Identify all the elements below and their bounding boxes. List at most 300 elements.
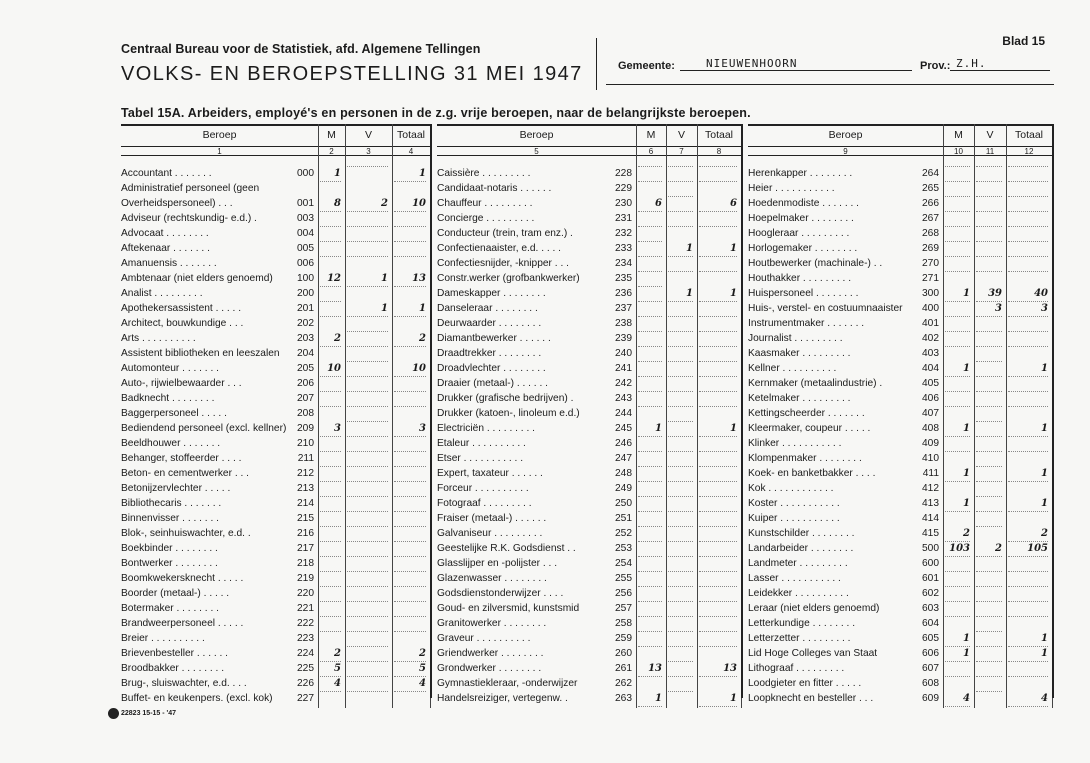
male-count	[945, 301, 970, 302]
occupation-code: 005	[297, 243, 314, 254]
table-row	[121, 331, 430, 346]
total-count: 2	[1008, 526, 1048, 542]
male-count	[638, 541, 662, 542]
female-count: 1	[347, 301, 388, 317]
male-count: 103	[945, 541, 970, 557]
total-count	[394, 256, 426, 257]
table-top-rule	[437, 124, 741, 126]
table-row	[437, 301, 741, 316]
table-row	[748, 286, 1052, 301]
female-count	[668, 676, 693, 677]
occupation-code: 237	[615, 303, 632, 314]
occupation-name: Arts . . . . . . . . . .	[121, 333, 196, 344]
total-count	[394, 526, 426, 527]
total-count	[394, 346, 426, 347]
male-count	[320, 346, 341, 347]
total-count	[699, 436, 737, 437]
occupation-name: Lasser . . . . . . . . . . .	[748, 573, 841, 584]
male-count	[638, 301, 662, 302]
total-count	[394, 556, 426, 557]
occupation-code: 251	[615, 513, 632, 524]
occupation-code: 226	[297, 678, 314, 689]
total-count	[1008, 256, 1048, 257]
table-row	[121, 166, 430, 181]
column-number: 9	[843, 147, 848, 156]
occupation-name: Draadtrekker . . . . . . . .	[437, 348, 542, 359]
female-count	[668, 331, 693, 332]
female-count	[668, 166, 693, 167]
block-divider	[1052, 124, 1054, 698]
total-count	[1008, 451, 1048, 452]
occupation-code: 203	[297, 333, 314, 344]
male-count	[945, 451, 970, 452]
occupation-code: 605	[922, 633, 939, 644]
occupation-name: Draaier (metaal-) . . . . . .	[437, 378, 548, 389]
total-count	[1008, 661, 1048, 662]
female-count	[976, 196, 1002, 197]
male-count: 1	[945, 646, 970, 662]
occupation-name: Buffet- en keukenpers. (excl. kok)	[121, 693, 273, 704]
male-count	[320, 496, 341, 497]
occupation-name: Droadvlechter . . . . . . . .	[437, 363, 546, 374]
total-count	[394, 376, 426, 377]
total-count	[1008, 406, 1048, 407]
occupation-code: 208	[297, 408, 314, 419]
occupation-name: Boomkwekersknecht . . . . .	[121, 573, 244, 584]
column-number: 8	[716, 147, 722, 156]
male-count: 6	[638, 196, 662, 212]
total-count	[1008, 181, 1048, 182]
column-number: 3	[366, 147, 371, 156]
total-count	[1008, 511, 1048, 512]
occupation-code: 204	[297, 348, 314, 359]
occupation-name: Dameskapper . . . . . . . .	[437, 288, 546, 299]
table-row	[121, 286, 430, 301]
occupation-code: 269	[922, 243, 939, 254]
table-row	[121, 616, 430, 631]
occupation-code: 227	[297, 693, 314, 704]
total-count	[394, 481, 426, 482]
table-row	[437, 346, 741, 361]
occupation-name: Assistent bibliotheken en leeszalen	[121, 348, 280, 359]
occupation-name: Adviseur (rechtskundig- e.d.) .	[121, 213, 257, 224]
occupation-name: Huispersoneel . . . . . . . .	[748, 288, 859, 299]
female-count	[976, 526, 1002, 527]
table-row	[748, 361, 1052, 376]
table-row	[437, 421, 741, 436]
female-count: 2	[976, 541, 1002, 557]
survey-title: VOLKS- EN BEROEPSTELLING 31 MEI 1947	[121, 63, 583, 85]
female-count	[668, 556, 693, 557]
male-count	[638, 241, 662, 242]
female-count	[668, 466, 693, 467]
male-count	[320, 631, 341, 632]
female-count	[347, 526, 388, 527]
table-row	[748, 301, 1052, 316]
total-count	[394, 541, 426, 542]
female-count	[347, 496, 388, 497]
total-count	[1008, 391, 1048, 392]
table-row	[437, 331, 741, 346]
column-number: 7	[679, 147, 684, 156]
male-count	[320, 481, 341, 482]
occupation-name: Bontwerker . . . . . . . .	[121, 558, 218, 569]
table-row	[748, 691, 1052, 706]
total-count: 1	[1008, 496, 1048, 512]
total-count	[1008, 346, 1048, 347]
sheet-number: Blad 15	[1002, 34, 1045, 48]
male-count	[945, 601, 970, 602]
total-count: 10	[394, 196, 426, 212]
female-count	[976, 346, 1002, 347]
occupation-name: Betonijzervlechter . . . . .	[121, 483, 231, 494]
female-count	[347, 361, 388, 362]
occupation-code: 270	[922, 258, 939, 269]
table-row	[748, 406, 1052, 421]
column-header-occupation: Beroep	[519, 129, 554, 141]
female-count	[347, 391, 388, 392]
female-count	[668, 226, 693, 227]
male-count	[320, 376, 341, 377]
female-count	[976, 376, 1002, 377]
occupation-name: Badknecht . . . . . . . .	[121, 393, 215, 404]
female-count	[976, 586, 1002, 587]
occupation-name: Glasslijper en -polijster . . .	[437, 558, 558, 569]
occupation-code: 405	[922, 378, 939, 389]
female-count	[976, 601, 1002, 602]
male-count	[320, 451, 341, 452]
occupation-name: Aftekenaar . . . . . . .	[121, 243, 210, 254]
column-header-male: M	[327, 129, 336, 141]
male-count	[945, 511, 970, 512]
male-count	[320, 436, 341, 437]
occupation-name: Danseleraar . . . . . . . .	[437, 303, 538, 314]
occupation-code: 221	[297, 603, 314, 614]
total-count	[699, 556, 737, 557]
female-count	[347, 331, 388, 332]
male-count	[320, 316, 341, 317]
occupation-name: Automonteur . . . . . . .	[121, 363, 219, 374]
occupation-code: 607	[922, 663, 939, 674]
occupation-code: 241	[615, 363, 632, 374]
occupation-code: 201	[297, 303, 314, 314]
male-count	[638, 346, 662, 347]
total-count	[1008, 166, 1048, 167]
female-count	[976, 646, 1002, 647]
male-count: 1	[945, 361, 970, 377]
total-count	[1008, 196, 1048, 197]
male-count: 1	[320, 166, 341, 182]
female-count	[668, 661, 693, 662]
occupation-code: 600	[922, 558, 939, 569]
occupation-name: Letterzetter . . . . . . . . .	[748, 633, 851, 644]
total-count: 1	[394, 166, 426, 182]
male-count	[638, 616, 662, 617]
table-row	[437, 511, 741, 526]
occupation-code: 248	[615, 468, 632, 479]
table-row	[121, 361, 430, 376]
male-count	[638, 331, 662, 332]
total-count	[1008, 241, 1048, 242]
table-row	[437, 451, 741, 466]
male-count	[945, 676, 970, 677]
total-count: 1	[1008, 631, 1048, 647]
table-row	[437, 256, 741, 271]
column-header-total: Totaal	[396, 129, 426, 141]
total-count	[394, 466, 426, 467]
occupation-name: Griendwerker . . . . . . . .	[437, 648, 544, 659]
total-count	[699, 481, 737, 482]
occupation-code: 207	[297, 393, 314, 404]
occupation-name: Klompenmaker . . . . . . . .	[748, 453, 862, 464]
occupation-name: Etaleur . . . . . . . . . .	[437, 438, 526, 449]
occupation-code: 209	[297, 423, 314, 434]
male-count	[945, 436, 970, 437]
table-row	[121, 541, 430, 556]
total-count: 4	[394, 676, 426, 692]
table-row	[121, 421, 430, 436]
occupation-code: 409	[922, 438, 939, 449]
occupation-code: 609	[922, 693, 939, 704]
occupation-code: 411	[922, 468, 939, 479]
occupation-name: Breier . . . . . . . . . .	[121, 633, 205, 644]
table-row	[437, 466, 741, 481]
table-row	[121, 496, 430, 511]
table-row	[121, 451, 430, 466]
occupation-code: 602	[922, 588, 939, 599]
total-count	[394, 571, 426, 572]
table-title: Tabel 15A. Arbeiders, employé's en personen in de z.g. vrije beroepen, naar de belangrijkste beroepen.	[121, 106, 751, 120]
male-count: 4	[945, 691, 970, 707]
female-count: 1	[347, 271, 388, 287]
male-count	[638, 466, 662, 467]
occupation-name: Brug-, sluiswachter, e.d. . . .	[121, 678, 247, 689]
total-count: 1	[699, 241, 737, 257]
female-count	[668, 616, 693, 617]
total-count: 1	[1008, 646, 1048, 662]
occupation-code: 603	[922, 603, 939, 614]
female-count	[668, 181, 693, 182]
table-row	[121, 436, 430, 451]
female-count	[668, 526, 693, 527]
occupation-name: Loopknecht en besteller . . .	[748, 693, 874, 704]
province-label: Prov.:	[920, 60, 951, 72]
column-number: 5	[534, 147, 539, 156]
total-count: 1	[699, 286, 737, 302]
male-count	[638, 451, 662, 452]
male-count	[638, 601, 662, 602]
occupation-code: 229	[615, 183, 632, 194]
male-count: 1	[945, 496, 970, 512]
male-count	[945, 181, 970, 182]
male-count	[945, 661, 970, 662]
table-row	[437, 436, 741, 451]
occupation-name: Beton- en cementwerker . . .	[121, 468, 249, 479]
column-header-male: M	[954, 129, 963, 141]
male-count: 2	[320, 646, 341, 662]
table-row	[437, 181, 741, 196]
male-count	[638, 481, 662, 482]
table-row	[121, 586, 430, 601]
table-row	[748, 571, 1052, 586]
occupation-name: Boorder (metaal-) . . . . .	[121, 588, 230, 599]
table-row	[121, 691, 430, 706]
occupation-code: 225	[297, 663, 314, 674]
total-count	[1008, 571, 1048, 572]
block-divider	[430, 124, 432, 698]
male-count: 2	[320, 331, 341, 347]
table-row	[748, 616, 1052, 631]
table-row	[748, 256, 1052, 271]
total-count	[699, 211, 737, 212]
male-count	[638, 361, 662, 362]
table-top-rule	[121, 124, 430, 126]
table-row	[748, 601, 1052, 616]
table-row	[437, 586, 741, 601]
occupation-code: 500	[922, 543, 939, 554]
occupation-code: 608	[922, 678, 939, 689]
male-count	[945, 271, 970, 272]
occupation-code: 264	[922, 168, 939, 179]
male-count: 1	[945, 286, 970, 302]
female-count	[668, 196, 693, 197]
female-count	[347, 376, 388, 377]
total-count	[699, 316, 737, 317]
occupation-code: 223	[297, 633, 314, 644]
total-count: 3	[394, 421, 426, 437]
male-count: 2	[945, 526, 970, 542]
female-count	[976, 241, 1002, 242]
male-count: 1	[945, 466, 970, 482]
occupation-name: Binnenvisser . . . . . . .	[121, 513, 219, 524]
table-row	[437, 556, 741, 571]
male-count: 3	[320, 421, 341, 437]
total-count	[699, 181, 737, 182]
table-row	[748, 661, 1052, 676]
female-count	[976, 316, 1002, 317]
occupation-code: 261	[615, 663, 632, 674]
female-count	[976, 331, 1002, 332]
total-count: 6	[699, 196, 737, 212]
total-count	[699, 256, 737, 257]
table-row	[437, 496, 741, 511]
occupation-code: 219	[297, 573, 314, 584]
occupation-name: Diamantbewerker . . . . . .	[437, 333, 551, 344]
table-row	[121, 676, 430, 691]
male-count	[945, 346, 970, 347]
occupation-code: 606	[922, 648, 939, 659]
male-count	[638, 586, 662, 587]
occupation-name: Boekbinder . . . . . . . .	[121, 543, 218, 554]
occupation-name: Kellner . . . . . . . . . .	[748, 363, 837, 374]
total-count: 3	[1008, 301, 1048, 317]
female-count	[347, 466, 388, 467]
total-count: 2	[394, 646, 426, 662]
female-count	[976, 676, 1002, 677]
total-count	[394, 211, 426, 212]
occupation-code: 000	[297, 168, 314, 179]
occupation-code: 232	[615, 228, 632, 239]
occupation-name: Accountant . . . . . . .	[121, 168, 212, 179]
table-row	[437, 601, 741, 616]
occupation-name: Journalist . . . . . . . . .	[748, 333, 843, 344]
female-count	[668, 541, 693, 542]
occupation-code: 255	[615, 573, 632, 584]
total-count	[1008, 376, 1048, 377]
male-count	[638, 166, 662, 167]
male-count	[638, 256, 662, 257]
table-row	[437, 241, 741, 256]
male-count	[638, 211, 662, 212]
female-count	[347, 346, 388, 347]
female-count	[668, 451, 693, 452]
female-count	[668, 361, 693, 362]
column-header-occupation: Beroep	[202, 129, 237, 141]
table-row	[437, 616, 741, 631]
table-row	[121, 511, 430, 526]
occupation-name: Leidekker . . . . . . . . . .	[748, 588, 849, 599]
male-count	[638, 316, 662, 317]
occupation-code: 003	[297, 213, 314, 224]
table-row	[121, 556, 430, 571]
male-count	[638, 676, 662, 677]
total-count	[699, 646, 737, 647]
occupation-name: Hoogleraar . . . . . . . . .	[748, 228, 850, 239]
female-count	[976, 451, 1002, 452]
table-row	[437, 646, 741, 661]
total-count: 13	[699, 661, 737, 677]
occupation-code: 249	[615, 483, 632, 494]
total-count	[1008, 601, 1048, 602]
occupation-name: Graveur . . . . . . . . . .	[437, 633, 531, 644]
total-count	[1008, 226, 1048, 227]
male-count	[945, 571, 970, 572]
table-row	[748, 541, 1052, 556]
total-count	[394, 391, 426, 392]
occupation-code: 300	[922, 288, 939, 299]
female-count	[347, 676, 388, 677]
occupation-name: Overheidspersoneel) . . .	[121, 198, 233, 209]
total-count	[699, 586, 737, 587]
male-count	[320, 301, 341, 302]
column-number: 2	[329, 147, 334, 156]
female-count	[347, 256, 388, 257]
male-count	[638, 181, 662, 182]
total-count	[394, 286, 426, 287]
table-row	[437, 226, 741, 241]
occupation-name: Klinker . . . . . . . . . . .	[748, 438, 842, 449]
female-count	[347, 316, 388, 317]
male-count	[638, 646, 662, 647]
occupation-name: Brievenbesteller . . . . . .	[121, 648, 229, 659]
occupation-code: 100	[297, 273, 314, 284]
occupation-code: 256	[615, 588, 632, 599]
table-row	[121, 271, 430, 286]
male-count	[320, 601, 341, 602]
table-row	[748, 271, 1052, 286]
table-row	[437, 271, 741, 286]
table-row	[748, 586, 1052, 601]
occupation-name: Confectienaaister, e.d. . . . .	[437, 243, 562, 254]
female-count	[347, 691, 388, 692]
occupation-code: 235	[615, 273, 632, 284]
female-count	[668, 496, 693, 497]
occupation-code: 200	[297, 288, 314, 299]
column-number: 12	[1024, 147, 1034, 156]
total-count	[394, 631, 426, 632]
occupation-name: Houthakker . . . . . . . . .	[748, 273, 852, 284]
occupation-name: Behanger, stoffeerder . . . .	[121, 453, 242, 464]
